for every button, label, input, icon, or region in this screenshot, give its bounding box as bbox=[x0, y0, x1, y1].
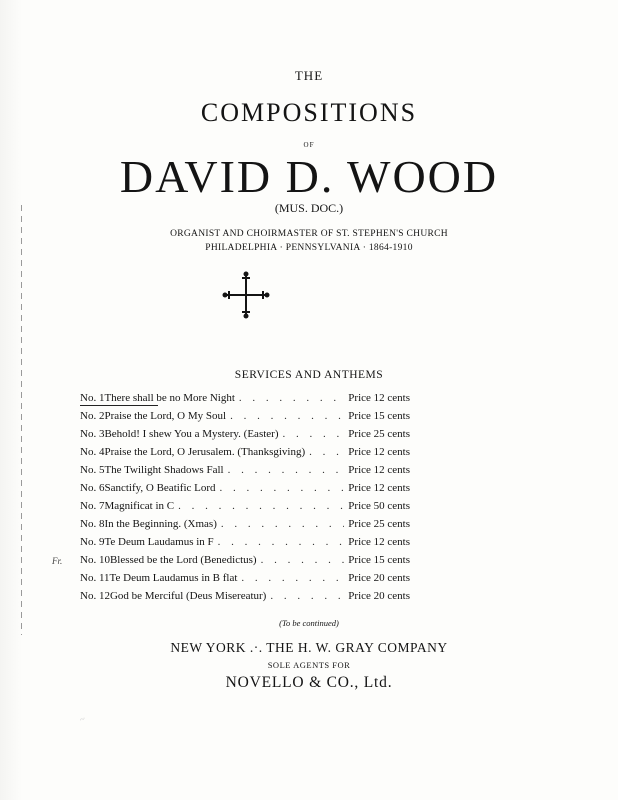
dot-leader bbox=[283, 428, 345, 440]
work-title: Magnificat in C bbox=[104, 500, 175, 512]
works-list bbox=[80, 392, 410, 608]
dot-leader bbox=[178, 500, 344, 512]
work-number: No. 12 bbox=[80, 590, 110, 602]
binding-stitch-holes bbox=[21, 205, 22, 635]
list-item bbox=[80, 536, 410, 554]
list-item bbox=[80, 464, 410, 482]
dot-leader bbox=[270, 590, 344, 602]
dot-leader bbox=[230, 410, 344, 422]
list-item bbox=[80, 554, 410, 572]
work-number: No. 11 bbox=[80, 572, 110, 584]
to-be-continued: (To be continued) bbox=[279, 618, 339, 628]
position-line: ORGANIST AND CHOIRMASTER OF ST. STEPHEN'S CHURCH bbox=[170, 229, 448, 239]
work-number: No. 3 bbox=[80, 428, 105, 440]
work-title: Sanctify, O Beatific Lord bbox=[104, 482, 216, 494]
work-number: No. 7 bbox=[80, 500, 105, 512]
work-title: In the Beginning. (Xmas) bbox=[104, 518, 217, 530]
work-title: Behold! I shew You a Mystery. (Easter) bbox=[104, 428, 279, 440]
dot-leader bbox=[261, 554, 345, 566]
work-number: No. 4 bbox=[80, 446, 105, 458]
work-title: Te Deum Laudamus in B flat bbox=[109, 572, 238, 584]
work-title: There shall be no More Night bbox=[104, 392, 235, 404]
novello-line: NOVELLO & CO., Ltd. bbox=[225, 674, 393, 691]
work-price: Price 12 cents bbox=[348, 392, 410, 404]
work-number: No. 9 bbox=[80, 536, 105, 548]
heading-compositions: COMPOSITIONS bbox=[200, 98, 418, 127]
location-line: PHILADELPHIA · PENNSYLVANIA · 1864-1910 bbox=[205, 243, 413, 253]
work-price: Price 25 cents bbox=[348, 428, 410, 440]
list-item bbox=[80, 428, 410, 446]
composer-name: DAVID D. WOOD bbox=[119, 151, 499, 202]
work-title: Te Deum Laudamus in F bbox=[104, 536, 214, 548]
list-item bbox=[80, 392, 410, 410]
list-item bbox=[80, 482, 410, 500]
work-price: Price 12 cents bbox=[348, 446, 410, 458]
dot-leader bbox=[221, 518, 344, 530]
dot-leader bbox=[241, 572, 344, 584]
work-price: Price 20 cents bbox=[348, 590, 410, 602]
dot-leader bbox=[218, 536, 345, 548]
heading-of: OF bbox=[303, 141, 315, 149]
work-price: Price 12 cents bbox=[348, 482, 410, 494]
list-item bbox=[80, 410, 410, 428]
faint-pencil-mark: ~ bbox=[78, 713, 87, 725]
work-title: Praise the Lord, O My Soul bbox=[104, 410, 227, 422]
list-item bbox=[80, 500, 410, 518]
work-price: Price 20 cents bbox=[348, 572, 410, 584]
dot-leader bbox=[228, 464, 345, 476]
work-number: No. 5 bbox=[80, 464, 105, 476]
heading-the: THE bbox=[294, 68, 324, 83]
work-price: Price 15 cents bbox=[348, 410, 410, 422]
list-item bbox=[80, 572, 410, 590]
work-price: Price 50 cents bbox=[348, 500, 410, 512]
work-title: Praise the Lord, O Jerusalem. (Thanksgiving) bbox=[104, 446, 306, 458]
work-price: Price 12 cents bbox=[348, 464, 410, 476]
dot-leader bbox=[309, 446, 344, 458]
cross-botonnee-icon bbox=[221, 270, 271, 320]
work-title: Blessed be the Lord (Benedictus) bbox=[109, 554, 257, 566]
work-price: Price 15 cents bbox=[348, 554, 410, 566]
handwritten-underline bbox=[80, 405, 158, 406]
margin-note: Fr. bbox=[52, 556, 63, 566]
work-title: The Twilight Shadows Fall bbox=[104, 464, 224, 476]
work-number: No. 1 bbox=[80, 392, 105, 404]
composer-description bbox=[0, 227, 618, 255]
list-item bbox=[80, 446, 410, 464]
list-item bbox=[80, 518, 410, 536]
publisher-line: NEW YORK .·. THE H. W. GRAY COMPANY bbox=[170, 640, 448, 655]
work-number: No. 10 bbox=[80, 554, 110, 566]
sole-agents-line: SOLE AGENTS FOR bbox=[267, 660, 351, 670]
list-item bbox=[80, 590, 410, 608]
dot-leader bbox=[220, 482, 345, 494]
dot-leader bbox=[239, 392, 344, 404]
work-title: God be Merciful (Deus Misereatur) bbox=[109, 590, 267, 602]
work-price: Price 12 cents bbox=[348, 536, 410, 548]
work-number: No. 8 bbox=[80, 518, 105, 530]
composer-degree: (MUS. DOC.) bbox=[274, 201, 344, 215]
work-number: No. 2 bbox=[80, 410, 105, 422]
work-number: No. 6 bbox=[80, 482, 105, 494]
section-title: SERVICES AND ANTHEMS bbox=[234, 369, 384, 381]
work-price: Price 25 cents bbox=[348, 518, 410, 530]
